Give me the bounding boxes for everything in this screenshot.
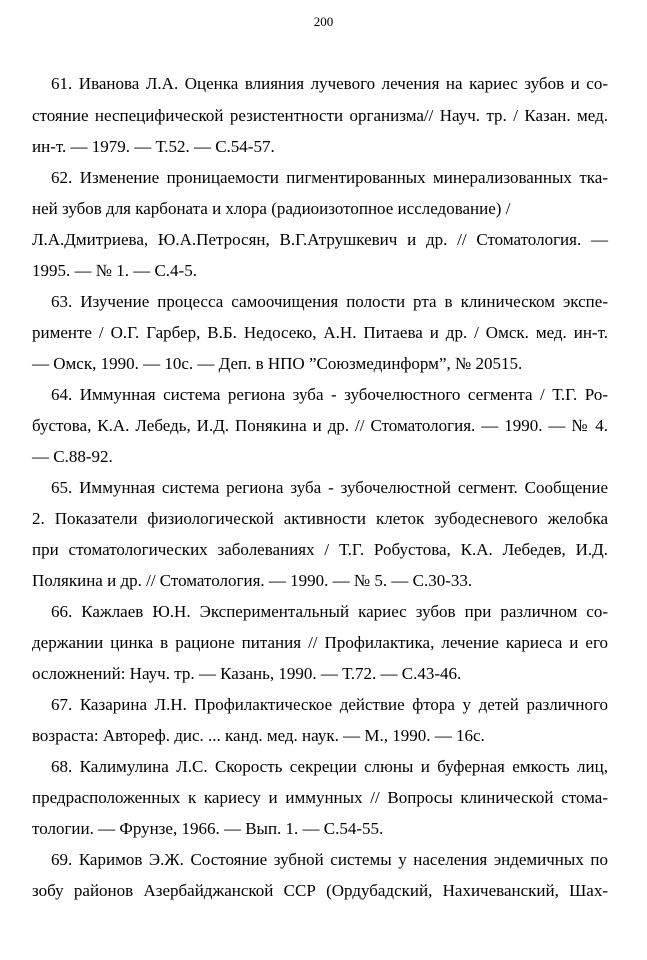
- reference-line: Полякина и др. // Стоматология. — 1990. — № 5. — С.30-33.: [32, 571, 473, 590]
- reference-line: 68. Калимулина Л.С. Скорость секреции слюны и буферная емкость лиц,: [51, 757, 608, 776]
- reference-line: 1995. — № 1. — С.4-5.: [32, 261, 197, 280]
- reference-line: зобу районов Азербайджанской ССР (Ордубадский, Нахичеванский, Шах-: [32, 881, 608, 900]
- page-number: 200: [313, 14, 334, 29]
- reference-line: 2. Показатели физиологической активности клеток зубодесневого желобка: [32, 509, 608, 528]
- reference-line: 64. Иммунная система региона зуба - зубочелюстного сегмента / Т.Г. Ро-: [51, 385, 608, 404]
- reference-line: 63. Изучение процесса самоочищения полости рта в клиническом экспе-: [51, 292, 608, 311]
- reference-line: предрасположенных к кариесу и иммунных // Вопросы клинической стома-: [32, 788, 608, 807]
- reference-line: — Омск, 1990. — 10с. — Деп. в НПО ”Союзмединформ”, № 20515.: [32, 354, 523, 373]
- reference-line: рименте / О.Г. Гарбер, В.Б. Недосеко, А.Н. Питаева и др. / Омск. мед. ин-т.: [32, 323, 608, 342]
- reference-line: 67. Казарина Л.Н. Профилактическое действие фтора у детей различного: [51, 695, 608, 714]
- reference-line: 65. Иммунная система региона зуба - зубочелюстной сегмент. Сообщение: [51, 478, 608, 497]
- reference-line: ин-т. — 1979. — Т.52. — С.54-57.: [32, 137, 275, 156]
- reference-line: 66. Кажлаев Ю.Н. Экспериментальный кариес зубов при различном со-: [51, 602, 608, 621]
- reference-line: при стоматологических заболеваниях / Т.Г. Робустова, К.А. Лебедев, И.Д.: [32, 540, 608, 559]
- reference-line: 61. Иванова Л.А. Оценка влияния лучевого лечения на кариес зубов и со-: [51, 74, 608, 93]
- reference-line: тологии. — Фрунзе, 1966. — Вып. 1. — С.54-55.: [32, 819, 384, 838]
- reference-line: осложнений: Науч. тр. — Казань, 1990. — Т.72. — С.43-46.: [32, 664, 462, 683]
- reference-line: Л.А.Дмитриева, Ю.А.Петросян, В.Г.Атрушкевич и др. // Стоматология. —: [32, 230, 608, 249]
- reference-line: держании цинка в рационе питания // Профилактика, лечение кариеса и его: [32, 633, 608, 652]
- reference-line: 69. Каримов Э.Ж. Состояние зубной системы у населения эндемичных по: [51, 850, 608, 869]
- reference-line: — С.88-92.: [32, 447, 113, 466]
- reference-line: возраста: Автореф. дис. ... канд. мед. наук. — М., 1990. — 16с.: [32, 726, 485, 745]
- reference-line: 62. Изменение проницаемости пигментированных минерализованных тка-: [51, 168, 608, 187]
- reference-line: бустова, К.А. Лебедь, И.Д. Понякина и др. // Стоматология. — 1990. — № 4.: [32, 416, 608, 435]
- reference-line: ней зубов для карбоната и хлора (радиоизотопное исследование) /: [32, 199, 511, 218]
- reference-line: стояние неспецифической резистентности организма// Науч. тр. / Казан. мед.: [32, 106, 608, 125]
